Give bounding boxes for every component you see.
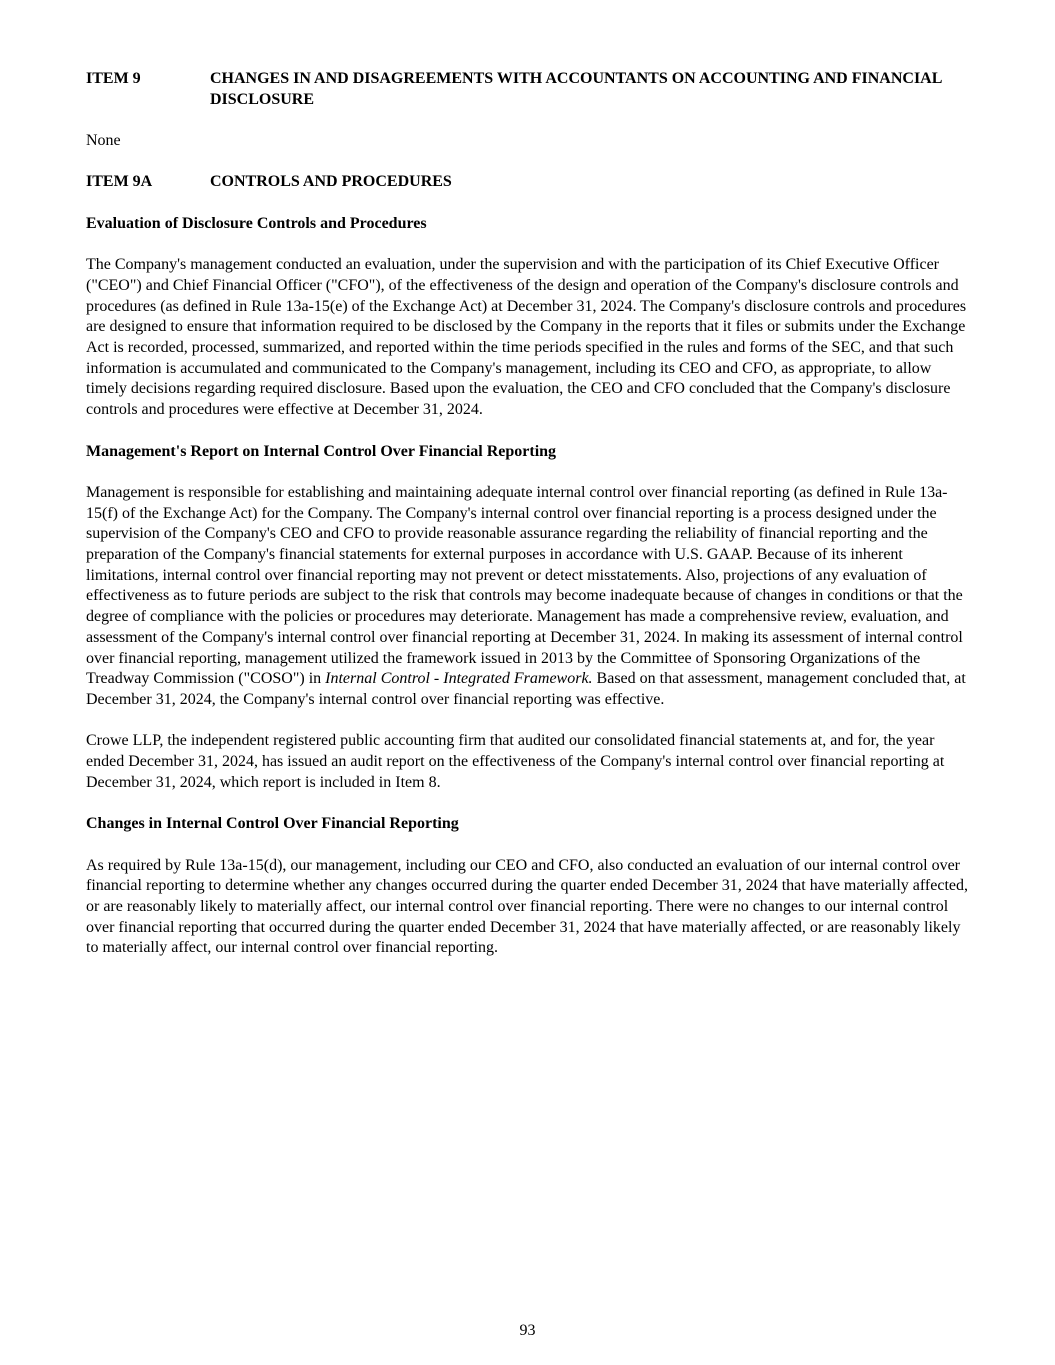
auditor-paragraph: Crowe LLP, the independent registered public accounting firm that audited our consolidated financial statements at, and for, the year ended December 31, 2024, has issued an audit report on the effectiveness of the Company's internal control over financial reporting at December 31, 2024, which report is included in Item 8. [86, 732, 945, 791]
changes-paragraph: As required by Rule 13a-15(d), our management, including our CEO and CFO, also conducted an evaluation of our internal control over financial reporting to determine whether any changes occurred during the quarter ended December 31, 2024 that have materially affected, or are reasonably likely to materially affect, our internal control over financial reporting. There were no changes to our internal control over financial reporting that occurred during the quarter ended December 31, 2024 that have materially affected, or are reasonably likely to materially affect, our internal control over financial reporting. [86, 856, 968, 957]
item-9-title: CHANGES IN AND DISAGREEMENTS WITH ACCOUNTANTS ON ACCOUNTING AND FINANCIAL DISCLOSURE [210, 70, 942, 108]
item-9a-number: ITEM 9A [86, 173, 153, 191]
evaluation-heading: Evaluation of Disclosure Controls and Procedures [86, 214, 427, 232]
framework-name-part-2: Integrated Framework. [443, 670, 593, 688]
item-9-body: None [86, 132, 121, 150]
management-report-paragraph [86, 483, 971, 711]
evaluation-paragraph: The Company's management conducted an evaluation, under the supervision and with the participation of its Chief Executive Officer ("CEO") and Chief Financial Officer ("CFO"), of the effectiveness of the design and operation of the Company's disclosure controls and procedures (as defined in Rule 13a-15(e) of the Exchange Act) at December 31, 2024. The Company's disclosure controls and procedures are designed to ensure that information required to be disclosed by the Company in the reports that it files or submits under the Exchange Act is recorded, processed, summarized, and reported within the time periods specified in the rules and forms of the SEC, and that such information is accumulated and communicated to the Company's management, including its CEO and CFO, as appropriate, to allow timely decisions regarding required disclosure. Based upon the evaluation, the CEO and CFO concluded that the Company's disclosure controls and procedures were effective at December 31, 2024. [86, 256, 967, 419]
management-report-text: Management is responsible for establishing and maintaining adequate internal control over financial reporting (as defined in Rule 13a-15(f) of the Exchange Act) for the Company. The Company's internal control over financial reporting is a process designed under the supervision of the Company's CEO and CFO to provide reasonable assurance regarding the reliability of financial reporting and the preparation of the Company's financial statements for external purposes in accordance with U.S. GAAP. Because of its inherent limitations, internal control over financial reporting may not prevent or detect misstatements. Also, projections of any evaluation of effectiveness as to future periods are subject to the risk that controls may become inadequate because of changes in conditions or that the degree of compliance with the policies or procedures may deteriorate. Management has made a comprehensive review, evaluation, and assessment of the Company's internal control over financial reporting at December 31, 2024. In making its assessment of internal control over financial reporting, management utilized the framework issued in 2013 by the Committee of Sponsoring Organizations of the Treadway Commission ("COSO") in [86, 483, 963, 688]
management-report-conclusion: Based on that assessment, management concluded that, at December 31, 2024, the Company's internal control over financial reporting was effective. [86, 670, 966, 708]
item-9-number: ITEM 9 [86, 70, 141, 87]
page-number: 93 [519, 1322, 536, 1339]
management-report-heading: Management's Report on Internal Control Over Financial Reporting [86, 442, 557, 460]
framework-name-part-1: Internal Control [325, 670, 430, 688]
changes-heading: Changes in Internal Control Over Financial Reporting [86, 815, 459, 833]
item-9-heading [86, 69, 971, 110]
item-9a-heading [86, 172, 971, 193]
document-page [86, 69, 971, 959]
item-9a-title: CONTROLS AND PROCEDURES [210, 173, 452, 191]
framework-dash: - [429, 670, 444, 688]
